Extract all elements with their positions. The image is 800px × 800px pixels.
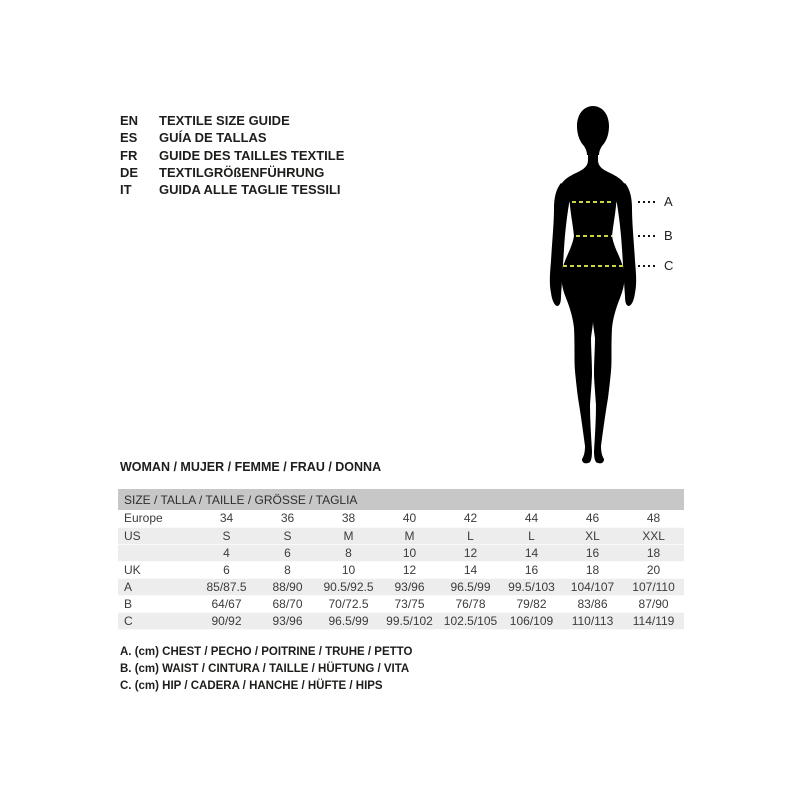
measure-dots-b: [638, 235, 658, 237]
table-row: [118, 561, 684, 578]
language-title: GUÍA DE TALLAS: [159, 130, 267, 146]
measure-dots-a: [638, 201, 658, 203]
language-title: TEXTILGRÖßENFÜHRUNG: [159, 164, 325, 180]
size-cell: 85/87.5: [206, 579, 247, 594]
size-cell: M: [404, 528, 415, 543]
size-cell: 99.5/102: [386, 613, 433, 628]
size-cell: 93/96: [394, 579, 425, 594]
size-cell: 104/107: [570, 579, 615, 594]
size-cell: 12: [402, 562, 417, 577]
size-cell: 90/92: [211, 613, 242, 628]
measure-dash-c: [563, 265, 623, 267]
table-row: [118, 544, 684, 561]
size-cell: 73/75: [394, 596, 425, 611]
language-title: GUIDA ALLE TAGLIE TESSILI: [159, 182, 341, 198]
language-code: EN: [120, 113, 139, 128]
language-code: DE: [120, 164, 139, 180]
size-cell: 76/78: [455, 596, 486, 611]
language-row: [120, 147, 344, 164]
size-cell: 16: [524, 562, 539, 577]
size-cell: 6: [223, 562, 230, 577]
size-cell: 40: [402, 511, 417, 526]
size-cell: 106/109: [509, 613, 554, 628]
language-row: [120, 181, 344, 198]
language-row: [120, 112, 344, 129]
legend-item-hip: C. (cm) HIP / CADERA / HANCHE / HÜFTE / HIPS: [120, 680, 383, 692]
language-title-list: [120, 112, 344, 198]
size-cell: 8: [345, 545, 352, 560]
size-cell: 6: [284, 545, 291, 560]
size-table: [118, 489, 684, 630]
size-cell: 12: [463, 545, 478, 560]
size-cell: 20: [646, 562, 661, 577]
table-row: [118, 595, 684, 612]
size-cell: 64/67: [211, 596, 242, 611]
size-cell: 8: [284, 562, 291, 577]
woman-silhouette-svg: [548, 104, 642, 466]
language-title: TEXTILE SIZE GUIDE: [159, 113, 290, 128]
size-cell: L: [528, 528, 535, 543]
size-cell: M: [343, 528, 354, 543]
row-label: A: [124, 579, 133, 594]
size-cell: S: [283, 528, 292, 543]
size-table-body: [118, 510, 684, 629]
measurement-legend: [120, 644, 412, 695]
size-cell: 18: [585, 562, 600, 577]
row-label: C: [124, 613, 133, 628]
size-cell: 93/96: [272, 613, 303, 628]
table-row: [118, 612, 684, 629]
size-cell: XL: [585, 528, 600, 543]
size-cell: 90.5/92.5: [323, 579, 374, 594]
size-cell: 42: [463, 511, 478, 526]
size-cell: 70/72.5: [328, 596, 369, 611]
size-cell: 16: [585, 545, 600, 560]
size-cell: 44: [524, 511, 539, 526]
size-cell: 36: [280, 511, 295, 526]
size-cell: 38: [341, 511, 356, 526]
size-cell: L: [467, 528, 474, 543]
size-cell: 18: [646, 545, 661, 560]
table-row: [118, 578, 684, 595]
size-cell: 68/70: [272, 596, 303, 611]
woman-silhouette-figure: [548, 104, 642, 466]
table-row: [118, 527, 684, 544]
size-cell: 79/82: [516, 596, 547, 611]
row-label: US: [124, 528, 141, 543]
size-cell: XXL: [642, 528, 665, 543]
size-cell: 34: [219, 511, 234, 526]
language-code: IT: [120, 182, 132, 198]
measure-label-a: A: [664, 194, 673, 209]
row-label: [118, 544, 196, 561]
table-header: SIZE / TALLA / TAILLE / GRÖSSE / TAGLIA: [118, 489, 684, 510]
size-cell: 46: [585, 511, 600, 526]
language-row: [120, 164, 344, 181]
size-cell: 14: [524, 545, 539, 560]
size-cell: 10: [402, 545, 417, 560]
size-cell: 102.5/105: [443, 613, 498, 628]
row-label: Europe: [124, 511, 163, 526]
size-cell: 48: [646, 511, 661, 526]
table-header-row: [118, 489, 684, 510]
size-cell: 96.5/99: [328, 613, 369, 628]
language-title: GUIDE DES TAILLES TEXTILE: [159, 147, 345, 163]
size-cell: 83/86: [577, 596, 608, 611]
measure-label-b: B: [664, 228, 673, 243]
language-code: ES: [120, 130, 138, 146]
size-cell: S: [222, 528, 231, 543]
silhouette-body: [559, 144, 627, 463]
row-label: UK: [124, 562, 141, 577]
size-cell: 107/110: [632, 579, 675, 594]
size-cell: 87/90: [638, 596, 669, 611]
legend-item-chest: A. (cm) CHEST / PECHO / POITRINE / TRUHE / PETTO: [120, 646, 413, 658]
measure-dots-c: [638, 265, 658, 267]
size-cell: 96.5/99: [450, 579, 491, 594]
section-title-woman: WOMAN / MUJER / FEMME / FRAU / DONNA: [120, 460, 382, 474]
measure-dash-a: [572, 201, 614, 203]
size-cell: 4: [223, 545, 230, 560]
size-cell: 88/90: [272, 579, 303, 594]
size-cell: 114/119: [632, 613, 675, 628]
language-row: [120, 129, 344, 146]
size-cell: 10: [341, 562, 356, 577]
size-cell: 110/113: [571, 613, 614, 628]
row-label: B: [124, 596, 133, 611]
size-cell: 14: [463, 562, 478, 577]
measure-label-c: C: [664, 258, 674, 273]
size-cell: 99.5/103: [508, 579, 555, 594]
legend-item-waist: B. (cm) WAIST / CINTURA / TAILLE / HÜFTUNG / VITA: [120, 663, 410, 675]
language-code: FR: [120, 147, 138, 163]
table-row: [118, 510, 684, 527]
measure-dash-b: [576, 235, 612, 237]
